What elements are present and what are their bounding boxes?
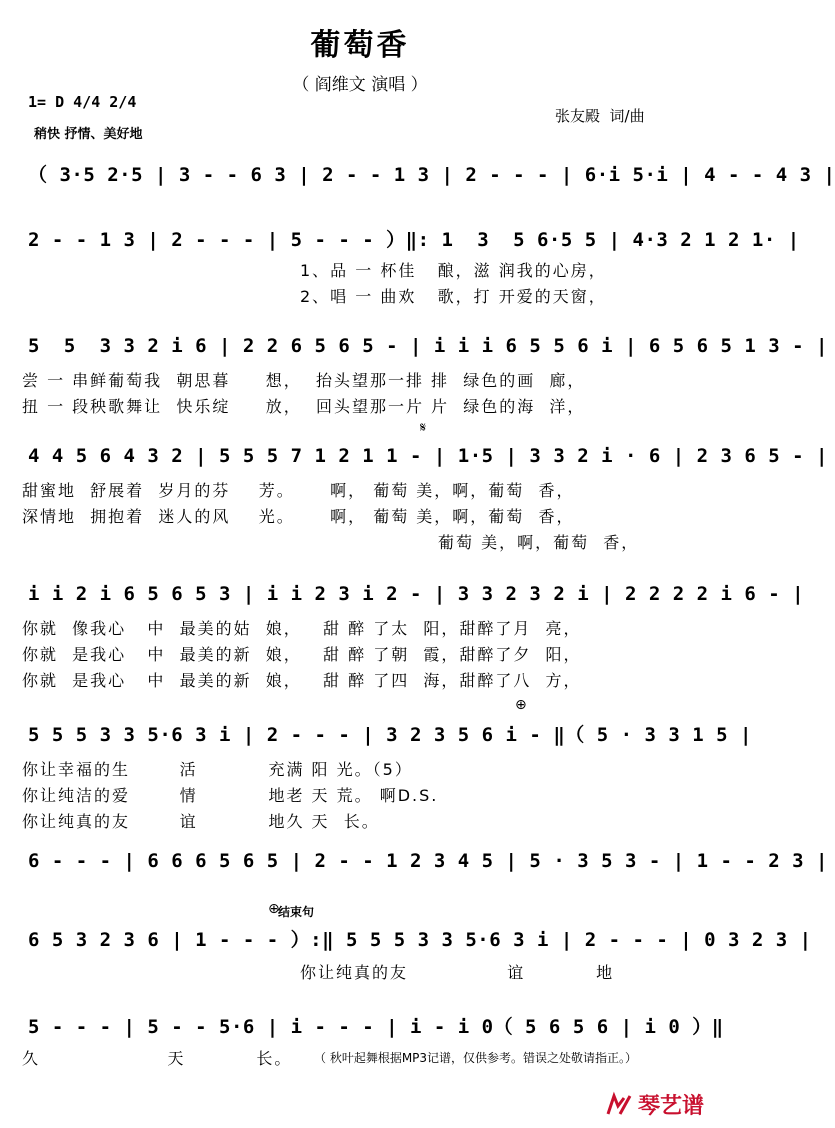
music-row-1: （ 3·5 2·5 | 3 - - 6 3 | 2 - - 1 3 | 2 - - - | 6·i 5·i | 4 - - 4 3 | [28,164,835,186]
site-logo [604,1089,704,1120]
lyric-row-3-verse-1: 尝 一 串鲜葡萄我 朝思暮 想， 抬头望那一排 排 绿色的画 廊， [22,371,586,390]
ending-label: 结束句 [278,905,315,919]
transcriber-note: （ 秋叶起舞根据MP3记谱，仅供参考。错误之处敬请指正。） [314,1051,638,1065]
music-row-7: 6 - - - | 6 6 6 5 6 5 | 2 - - 1 2 3 4 5 | 5 · 3 5 3 - | 1 - - 2 3 | [28,850,828,872]
lyric-row-6-verse-1: 你让幸福的生 活 充满 阳 光。（5） [22,760,413,779]
lyric-row-5-verse-3: 你就 是我心 中 最美的新 娘， 甜 醉 了四 海，甜醉了八 方， [22,671,582,690]
lyric-row-6-verse-2: 你让纯洁的爱 情 地老 天 荒。 啊D.S. [22,786,439,805]
composer-credits: 张友殿 词/曲 [555,107,645,125]
tempo-expression: 稍快 抒情、美好地 [34,127,143,142]
lyric-row-5-verse-1: 你就 像我心 中 最美的姑 娘， 甜 醉 了太 阳，甜醉了月 亮， [22,619,582,638]
lyric-row-3-verse-2: 扭 一 段秧歌舞让 快乐绽 放， 回头望那一片 片 绿色的海 洋， [22,397,586,416]
song-title: 葡萄香 [310,28,410,63]
lyric-row-4-verse-2: 深情地 拥抱着 迷人的风 光。 啊， 葡萄 美，啊，葡萄 香， [22,507,575,526]
coda-icon: ⊕ [515,697,527,713]
lyric-row-2-verse-1: 1、品 一 杯佳 酿，滋 润我的心房， [300,261,607,280]
music-row-8: 6 5 3 2 3 6 | 1 - - - ）:‖ 5 5 5 3 3 5·6 3 i | 2 - - - | 0 3 2 3 | [28,929,812,951]
lyric-row-4-verse-1: 甜蜜地 舒展着 岁月的芬 芳。 啊， 葡萄 美，啊，葡萄 香， [22,481,575,500]
key-signature: 1= D 4/4 2/4 [28,93,137,111]
music-row-3: 5 5 3 3 2 i 6 | 2 2 6 5 6 5 - | i i i 6 5 5 6 i | 6 5 6 5 1 3 - | [28,335,828,357]
lyric-row-8: 你让纯真的友 谊 地 [300,963,615,982]
logo-text: 琴艺谱 [637,1094,704,1119]
performer-subtitle: （ 阎维文 演唱 ） [292,75,428,95]
segno-icon: 𝄋 [420,420,427,436]
lyric-row-5-verse-2: 你就 是我心 中 最美的新 娘， 甜 醉 了朝 霞，甜醉了夕 阳， [22,645,582,664]
lyric-row-6-verse-3: 你让纯真的友 谊 地久 天 长。 [22,812,380,831]
music-row-9: 5 - - - | 5 - - 5·6 | i - - - | i - i 0（ 5 6 5 6 | i 0 ）‖ [28,1016,724,1038]
music-row-6: 5 5 5 3 3 5·6 3 i | 2 - - - | 3 2 3 5 6 i - ‖（ 5 · 3 3 1 5 | [28,724,752,746]
music-row-2: 2 - - 1 3 | 2 - - - | 5 - - - ）‖: 1 3 5 6·5 5 | 4·3 2 1 2 1· | [28,229,800,251]
lyric-row-4-verse-3: 葡萄 美，啊，葡萄 香， [438,533,640,552]
logo-mark-icon [604,1092,634,1118]
lyric-row-9: 久 天 长。 [22,1049,293,1068]
coda-icon-ending: ⊕ [268,901,280,917]
lyric-row-2-verse-2: 2、唱 一 曲欢 歌，打 开爱的天窗， [300,287,607,306]
music-row-4: 4 4 5 6 4 3 2 | 5 5 5 7 1 2 1 1 - | 1·5 | 3 3 2 i · 6 | 2 3 6 5 - | [28,445,828,467]
music-row-5: i i 2 i 6 5 6 5 3 | i i 2 3 i 2 - | 3 3 2 3 2 i | 2 2 2 2 i 6 - | [28,583,805,605]
